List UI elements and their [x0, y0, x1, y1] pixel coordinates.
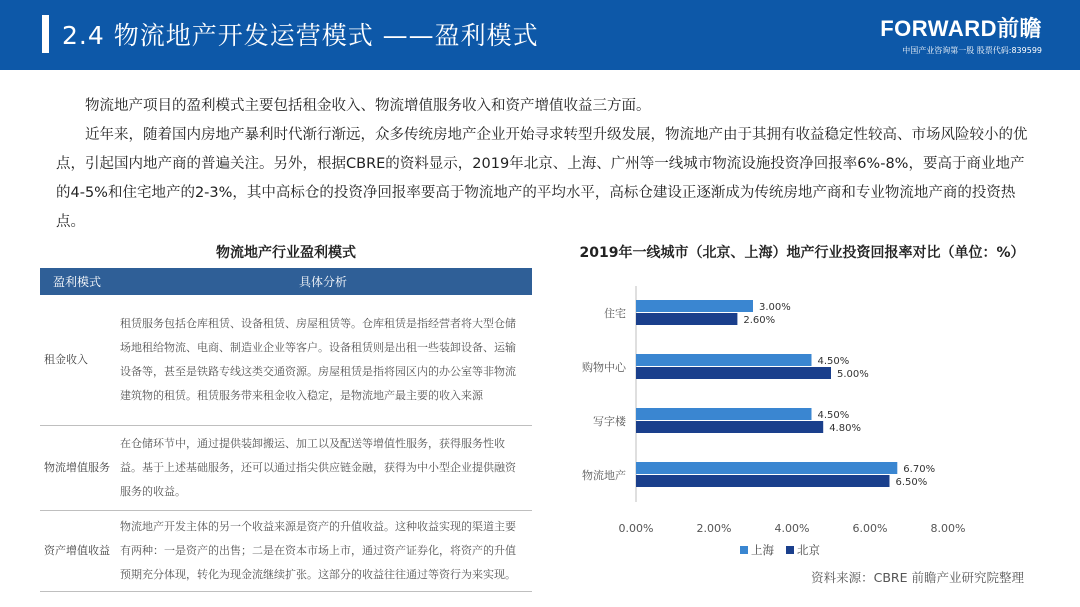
chart-title: 2019年一线城市（北京、上海）地产行业投资回报率对比（单位：%）: [579, 245, 1025, 261]
table-title: 物流地产行业盈利模式: [216, 245, 356, 261]
category-label: 写字楼: [593, 415, 626, 428]
x-tick-label: 4.00%: [774, 522, 810, 535]
intro-text: [56, 92, 1028, 237]
source-note: 资料来源：CBRE 前瞻产业研究院整理: [811, 570, 1024, 585]
legend-label: 上海: [751, 543, 774, 557]
row-mode-desc: 在仓储环节中，通过提供装卸搬运、加工以及配送等增值性服务，获得服务性收益。基于上述基础服务，还可以通过指尖供应链金融，获得为中小型企业提供融资服务的收益。: [114, 426, 532, 511]
data-label: 6.50%: [895, 477, 928, 488]
table-row: [40, 426, 532, 511]
row-mode-name: 物流增值服务: [40, 426, 114, 511]
roi-bar-chart: [552, 268, 1052, 558]
page-title: 2.4 物流地产开发运营模式 ——盈利模式: [62, 21, 539, 50]
row-mode-name: 租金收入: [40, 295, 114, 426]
bar-shanghai: [636, 408, 812, 420]
table-header-analysis: 具体分析: [114, 268, 532, 295]
data-label: 3.00%: [759, 302, 791, 313]
legend-swatch: [786, 546, 794, 554]
row-mode-name: 资产增值收益: [40, 511, 114, 592]
data-label: 4.50%: [817, 410, 850, 421]
legend-swatch: [740, 546, 748, 554]
header-accent-bar: [42, 15, 49, 53]
x-tick-label: 8.00%: [930, 522, 966, 535]
bar-beijing: [636, 367, 831, 379]
x-tick-label: 2.00%: [696, 522, 732, 535]
bar-beijing: [636, 313, 737, 325]
table-row: [40, 511, 532, 592]
row-mode-desc: 物流地产开发主体的另一个收益来源是资产的升值收益。这种收益实现的渠道主要有两种：一是资产的出售；二是在资本市场上市，通过资产证券化，将资产的升值预期充分体现，转化为现金流继续扩张。这部分的收益往往通过等资行为来实现。: [114, 511, 532, 592]
bar-shanghai: [636, 462, 897, 474]
table-header-row: [40, 268, 532, 295]
x-tick-label: 0.00%: [618, 522, 654, 535]
table-row: [40, 295, 532, 426]
header-bar: [0, 0, 1080, 70]
profit-model-table: [40, 268, 532, 592]
bar-beijing: [636, 421, 823, 433]
logo-brand-text: FORWARD前瞻: [880, 16, 1042, 41]
bar-beijing: [636, 475, 890, 487]
table-header-mode: 盈利模式: [40, 268, 114, 295]
logo-subtitle: 中国产业咨询第一股 股票代码:839599: [902, 46, 1042, 55]
data-label: 6.70%: [903, 464, 936, 475]
category-label: 购物中心: [582, 361, 626, 374]
x-tick-label: 6.00%: [852, 522, 888, 535]
category-label: 物流地产: [582, 469, 626, 482]
data-label: 2.60%: [743, 315, 776, 326]
bar-shanghai: [636, 300, 753, 312]
legend-label: 北京: [797, 543, 820, 557]
row-mode-desc: 租赁服务包括仓库租赁、设备租赁、房屋租赁等。仓库租赁是指经营者将大型仓储场地租给物流、电商、制造业企业等客户。设备租赁则是出租一些装卸设备、运输设备等，甚至是铁路专线这类交通资源。房屋租赁是指将园区内的办公室等非物流建筑物的租赁。租赁服务带来租金收入稳定，是物流地产最主要的收入来源: [114, 295, 532, 426]
category-label: 住宅: [604, 307, 626, 320]
intro-paragraph-2: 近年来，随着国内房地产暴利时代渐行渐远，众多传统房地产企业开始寻求转型升级发展，物流地产由于其拥有收益稳定性较高、市场风险较小的优点，引起国内地产商的普遍关注。另外，根据CBRE的资料显示，2019年北京、上海、广州等一线城市物流设施投资净回报率6%-8%，要高于商业地产的4-5%和住宅地产的2-3%，其中高标仓的投资净回报率要高于物流地产的平均水平，高标仓建设正逐渐成为传统房地产商和专业物流地产商的投资热点。: [56, 127, 1028, 230]
data-label: 4.80%: [829, 423, 861, 434]
data-label: 5.00%: [837, 369, 869, 380]
data-label: 4.50%: [817, 356, 850, 367]
intro-paragraph-1: 物流地产项目的盈利模式主要包括租金收入、物流增值服务收入和资产增值收益三方面。: [85, 98, 651, 114]
forward-logo: [867, 12, 1042, 56]
bar-shanghai: [636, 354, 812, 366]
